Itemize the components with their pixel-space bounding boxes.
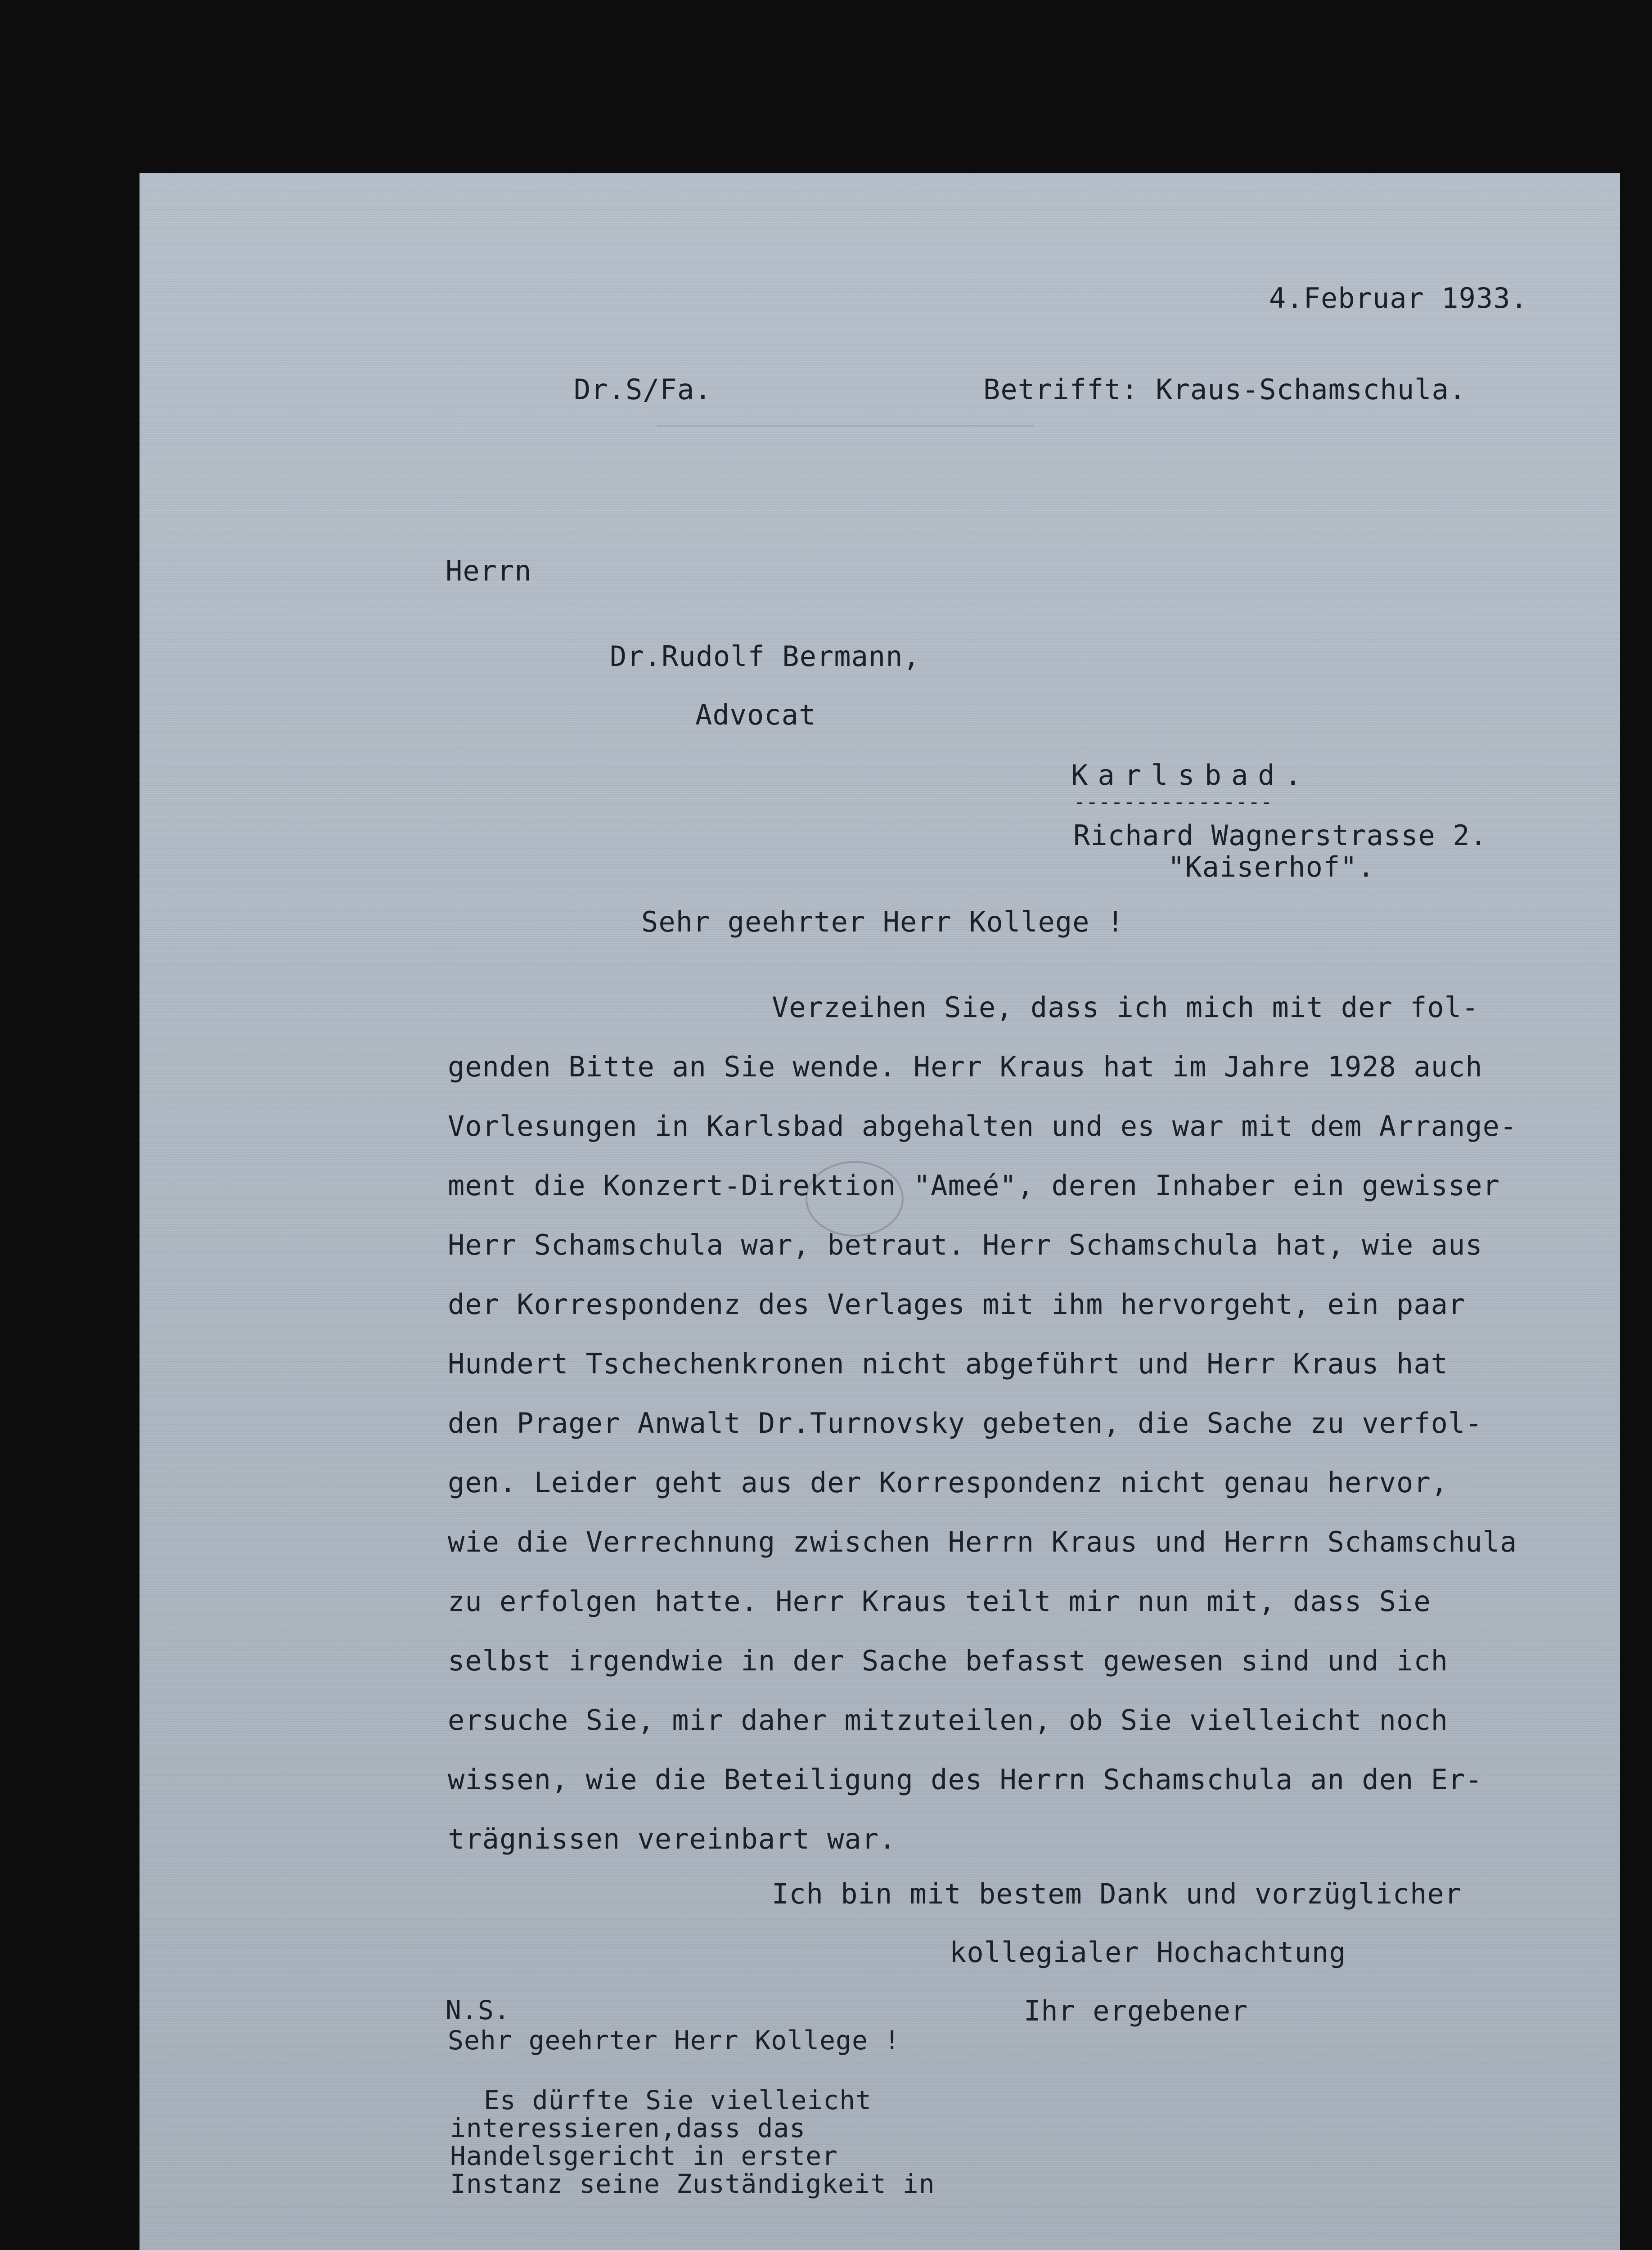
- body-line: gen. Leider geht aus der Korrespondenz nicht genau hervor,: [448, 1466, 1448, 1499]
- addressee-title: Advocat: [695, 698, 816, 731]
- body-line: Herr Schamschula war, betraut. Herr Schamschula hat, wie aus: [448, 1228, 1483, 1261]
- closing-line: Ich bin mit bestem Dank und vorzüglicher: [772, 1877, 1462, 1910]
- bleed-through-text: ________________________: [657, 425, 1035, 456]
- addressee-name: Dr.Rudolf Bermann,: [610, 640, 920, 673]
- closing-line: kollegialer Hochachtung: [950, 1936, 1346, 1969]
- body-line: den Prager Anwalt Dr.Turnovsky gebeten, die Sache zu verfol-: [448, 1407, 1483, 1440]
- body-line: Hundert Tschechenkronen nicht abgeführt und Herr Kraus hat: [448, 1347, 1448, 1380]
- city-underline: ----------------: [1073, 790, 1273, 814]
- postscript-line: interessieren,dass das: [450, 2113, 806, 2143]
- addressee-street: Richard Wagnerstrasse 2.: [1073, 819, 1487, 852]
- postscript-line: Es dürfte Sie vielleicht: [484, 2085, 872, 2115]
- postscript-greeting: Sehr geehrter Herr Kollege !: [448, 2025, 900, 2056]
- body-line: ersuche Sie, mir daher mitzuteilen, ob Sie vielleicht noch: [448, 1704, 1448, 1737]
- body-line: ment die Konzert-Direktion "Ameé", deren Inhaber ein gewisser: [448, 1169, 1500, 1202]
- reference-code: Dr.S/Fa.: [574, 373, 712, 406]
- body-line: selbst irgendwie in der Sache befasst gewesen sind und ich: [448, 1644, 1448, 1677]
- postscript-label: N.S.: [446, 1995, 510, 2025]
- body-line: der Korrespondenz des Verlages mit ihm hervorgeht, ein paar: [448, 1288, 1466, 1321]
- body-line: Vorlesungen in Karlsbad abgehalten und es war mit dem Arrange-: [448, 1110, 1517, 1143]
- addressee-salutation: Herrn: [446, 554, 532, 587]
- addressee-city: Karlsbad.: [1071, 759, 1311, 792]
- body-line: Verzeihen Sie, dass ich mich mit der fol-: [772, 991, 1479, 1024]
- closing-line: Ihr ergebener: [1024, 1994, 1248, 2027]
- letter-date: 4.Februar 1933.: [1269, 282, 1528, 315]
- subject-line: Betrifft: Kraus-Schamschula.: [983, 373, 1467, 406]
- postscript-line: Handelsgericht in erster: [450, 2141, 838, 2171]
- greeting: Sehr geehrter Herr Kollege !: [641, 905, 1125, 938]
- body-line: wie die Verrechnung zwischen Herrn Kraus und Herrn Schamschula: [448, 1526, 1517, 1558]
- body-line: trägnissen vereinbart war.: [448, 1822, 896, 1855]
- body-line: zu erfolgen hatte. Herr Kraus teilt mir nun mit, dass Sie: [448, 1585, 1431, 1618]
- body-line: genden Bitte an Sie wende. Herr Kraus hat im Jahre 1928 auch: [448, 1050, 1483, 1083]
- addressee-building: "Kaiserhof".: [1168, 850, 1375, 883]
- postscript-line: Instanz seine Zuständigkeit in: [450, 2169, 935, 2199]
- body-line: wissen, wie die Beteiligung des Herrn Schamschula an den Er-: [448, 1763, 1483, 1796]
